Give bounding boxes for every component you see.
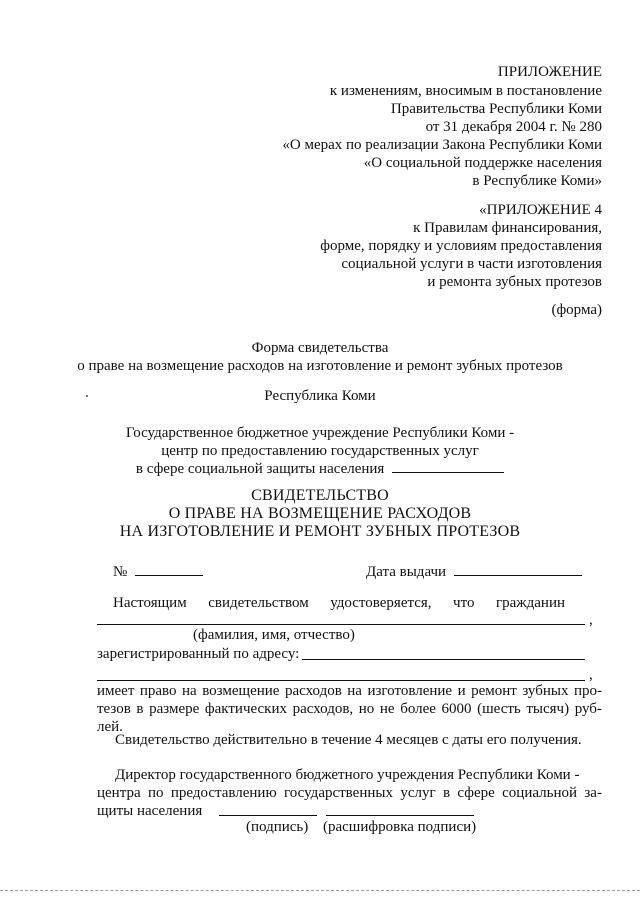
word: услуг — [400, 785, 436, 801]
word: зубных — [522, 683, 569, 699]
appendix4-line: форме, порядку и условиям предоставления — [320, 238, 602, 254]
appendix-title: ПРИЛОЖЕНИЕ — [497, 64, 602, 80]
word: расходов — [284, 683, 342, 699]
address-label: зарегистрированный по адресу: — [97, 646, 300, 662]
institution-blank[interactable] — [392, 460, 504, 473]
institution-line3-text: в сфере социальной защиты населения — [135, 461, 385, 477]
scan-edge-line — [0, 890, 640, 891]
fio-comma: , — [589, 612, 593, 628]
number-field — [113, 563, 203, 581]
appendix-line: Правительства Республики Коми — [390, 101, 602, 117]
validity: Свидетельство действительно в течение 4 месяцев с даты его получения. — [115, 732, 582, 748]
word: имеет — [97, 683, 135, 699]
institution-line2: центр по предоставлению государственных услуг — [161, 443, 479, 459]
word: но — [358, 701, 375, 717]
signature-decode-blank[interactable] — [326, 815, 474, 816]
word: на — [347, 683, 362, 699]
appendix4-title: «ПРИЛОЖЕНИЕ 4 — [479, 202, 602, 218]
word: тысяч) — [526, 701, 570, 717]
word: размере — [149, 701, 200, 717]
signature-blank[interactable] — [219, 815, 317, 816]
word: социальной — [502, 785, 578, 801]
appendix-line: к изменениям, вносимым в постановление — [329, 83, 602, 99]
address-blank-2[interactable] — [97, 680, 585, 681]
address-blank[interactable] — [302, 659, 585, 660]
word: руб- — [574, 701, 602, 717]
institution-line3 — [0, 460, 640, 478]
appendix4-line: и ремонта зубных протезов — [427, 274, 602, 290]
word: не — [379, 701, 395, 717]
word: 6000 — [441, 701, 472, 717]
certificate-title-line2: О ПРАВЕ НА ВОЗМЕЩЕНИЕ РАСХОДОВ — [168, 505, 472, 522]
word: расходов, — [292, 701, 354, 717]
word: и — [457, 683, 466, 699]
number-label: № — [113, 564, 128, 580]
word: удостоверяется, — [330, 595, 432, 611]
word: тезов — [97, 701, 131, 717]
word: предоставлению — [170, 785, 277, 801]
word: право — [139, 683, 177, 699]
word: в — [442, 785, 451, 801]
address-comma: , — [589, 667, 593, 683]
word: в — [136, 701, 144, 717]
issue-date-label: Дата выдачи — [366, 564, 447, 580]
word: про- — [573, 683, 602, 699]
issue-date-blank[interactable] — [454, 563, 582, 576]
para1-line2 — [97, 700, 602, 718]
form-heading-line1: Форма свидетельства — [251, 340, 389, 356]
para1-line3: лей. — [97, 719, 123, 735]
form-note: (форма) — [551, 302, 602, 318]
appendix-line: от 31 декабря 2004 г. № 280 — [425, 119, 602, 135]
para1-line1 — [97, 682, 602, 700]
issue-date-field — [366, 563, 582, 581]
word: Настоящим — [113, 595, 187, 611]
word: фактических — [204, 701, 287, 717]
word: сфере — [457, 785, 495, 801]
fio-caption: (фамилия, имя, отчество) — [193, 627, 355, 643]
director-line3: щиты населения — [97, 803, 203, 819]
appendix-line: «О социальной поддержке населения — [363, 155, 602, 171]
signature-decode-caption: (расшифровка подписи) — [323, 819, 477, 835]
word: более — [400, 701, 436, 717]
republic: Республика Коми — [264, 388, 376, 404]
word: ремонт — [471, 683, 517, 699]
word: что — [453, 595, 475, 611]
institution-line1: Государственное бюджетное учреждение Республики Коми - — [125, 425, 515, 441]
form-heading-line2: о праве на возмещение расходов на изготовление и ремонт зубных протезов — [77, 358, 563, 374]
number-blank[interactable] — [135, 563, 203, 576]
word: (шесть — [477, 701, 521, 717]
word: на — [182, 683, 197, 699]
word: изготовление — [367, 683, 453, 699]
word: государственных — [284, 785, 393, 801]
director-line1: Директор государственного бюджетного учреждения Республики Коми - — [115, 767, 580, 783]
signature-caption: (подпись) — [246, 819, 309, 835]
director-line2 — [97, 784, 602, 802]
word: по — [147, 785, 164, 801]
word: свидетельством — [208, 595, 309, 611]
word: возмещение — [202, 683, 280, 699]
appendix-line: «О мерах по реализации Закона Республики Коми — [282, 137, 602, 153]
word: центра — [97, 785, 141, 801]
word: за- — [584, 785, 602, 801]
appendix4-line: социальной услуги в части изготовления — [341, 256, 602, 272]
appendix4-line: к Правилам финансирования, — [413, 220, 602, 236]
appendix-line: в Республике Коми» — [472, 173, 602, 189]
fio-blank[interactable] — [97, 624, 585, 625]
certificate-title-line3: НА ИЗГОТОВЛЕНИЕ И РЕМОНТ ЗУБНЫХ ПРОТЕЗОВ — [119, 523, 521, 540]
word: гражданин — [495, 595, 565, 611]
certificate-title-line1: СВИДЕТЕЛЬСТВО — [251, 487, 389, 504]
intro-line — [113, 594, 565, 612]
